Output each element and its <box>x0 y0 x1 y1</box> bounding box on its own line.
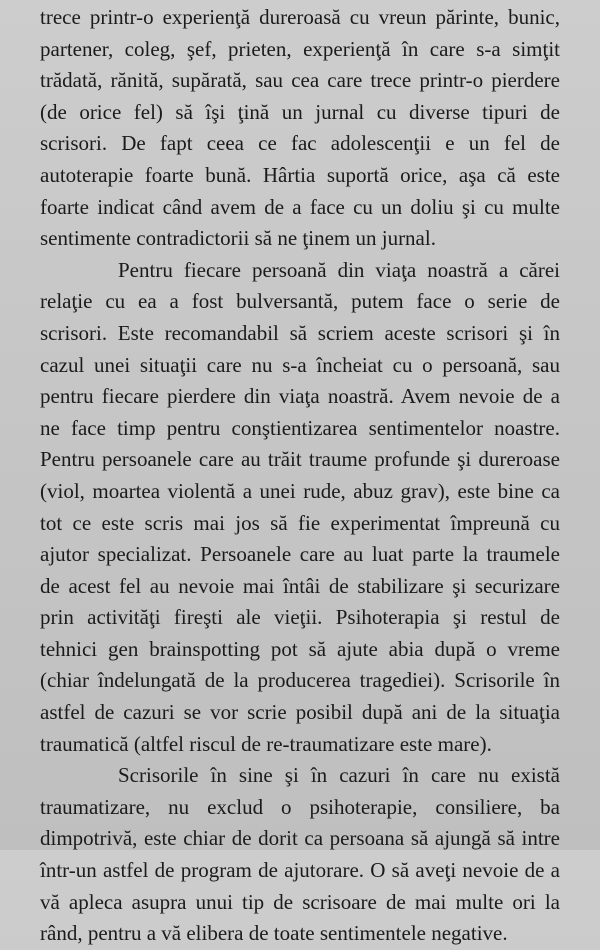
text-line: relaţie cu ea a fost bulversantă, putem face o serie de <box>40 289 560 314</box>
text-line: vă apleca asupra unui tip de scrisoare de mai multe ori la <box>40 889 560 914</box>
text-line: prin activităţi fireşti ale vieţii. Psihoterapia şi restul de <box>40 605 560 630</box>
text-line: rând, pentru a vă elibera de toate sentimentele negative. <box>40 921 508 946</box>
text-line: de acest fel au nevoie mai întâi de stabilizare şi securizare <box>40 573 560 598</box>
book-page <box>40 2 560 946</box>
text-line: tehnici gen brainspotting pot să ajute abia după o vreme <box>40 636 560 661</box>
text-line: traumatizare, nu exclud o psihoterapie, consiliere, ba <box>40 794 560 819</box>
text-line: ajutor specializat. Persoanele care au luat parte la traumele <box>40 542 560 567</box>
paragraph-2 <box>40 255 560 761</box>
text-line: Scrisorile în sine şi în cazuri în care nu există <box>118 763 560 788</box>
text-line: într-un astfel de program de ajutorare. O să aveţi nevoie de a <box>40 858 560 883</box>
text-line: sentimente contradictorii să ne ţinem un jurnal. <box>40 226 436 251</box>
text-line: cazul unei situaţii care nu s-a încheiat cu o persoană, sau <box>40 352 560 377</box>
text-line: traumatică (altfel riscul de re-traumatizare este mare). <box>40 731 492 756</box>
text-line: foarte indicat când avem de a face cu un doliu şi cu multe <box>40 194 560 219</box>
text-line: dimpotrivă, este chiar de dorit ca persoana să ajungă să intre <box>40 826 560 851</box>
paragraph-1 <box>40 2 560 255</box>
text-line: partener, coleg, şef, prieten, experienţă în care s-a simţit <box>40 36 560 61</box>
text-line: Pentru fiecare persoană din viaţa noastră a cărei <box>118 257 560 282</box>
text-line: ne face timp pentru conştientizarea sentimentelor noastre. <box>40 415 560 440</box>
text-line: scrisori. De fapt ceea ce fac adolescenţii e un fel de <box>40 131 560 156</box>
text-line: trece printr-o experienţă dureroasă cu vreun părinte, bunic, <box>40 5 560 29</box>
text-line: astfel de cazuri se vor scrie posibil după ani de la situaţia <box>40 700 560 725</box>
text-line: autoterapie foarte bună. Hârtia suportă orice, aşa că este <box>40 162 560 187</box>
text-line: (chiar îndelungată de la producerea tragediei). Scrisorile în <box>40 668 560 693</box>
paragraph-3 <box>40 760 560 950</box>
text-line: (de orice fel) să îşi ţină un jurnal cu diverse tipuri de <box>40 99 560 124</box>
text-line: (viol, moartea violentă a unei rude, abuz grav), este bine ca <box>40 478 560 503</box>
text-line: tot ce este scris mai jos să fie experimentat împreună cu <box>40 510 560 535</box>
text-line: Pentru persoanele care au trăit traume profunde şi dureroase <box>40 447 560 472</box>
text-line: trădată, rănită, supărată, sau cea care trece printr-o pierdere <box>40 68 560 93</box>
text-line: pentru fiecare pierdere din viaţa noastră. Avem nevoie de a <box>40 384 560 409</box>
text-line: scrisori. Este recomandabil să scriem aceste scrisori şi în <box>40 320 560 345</box>
